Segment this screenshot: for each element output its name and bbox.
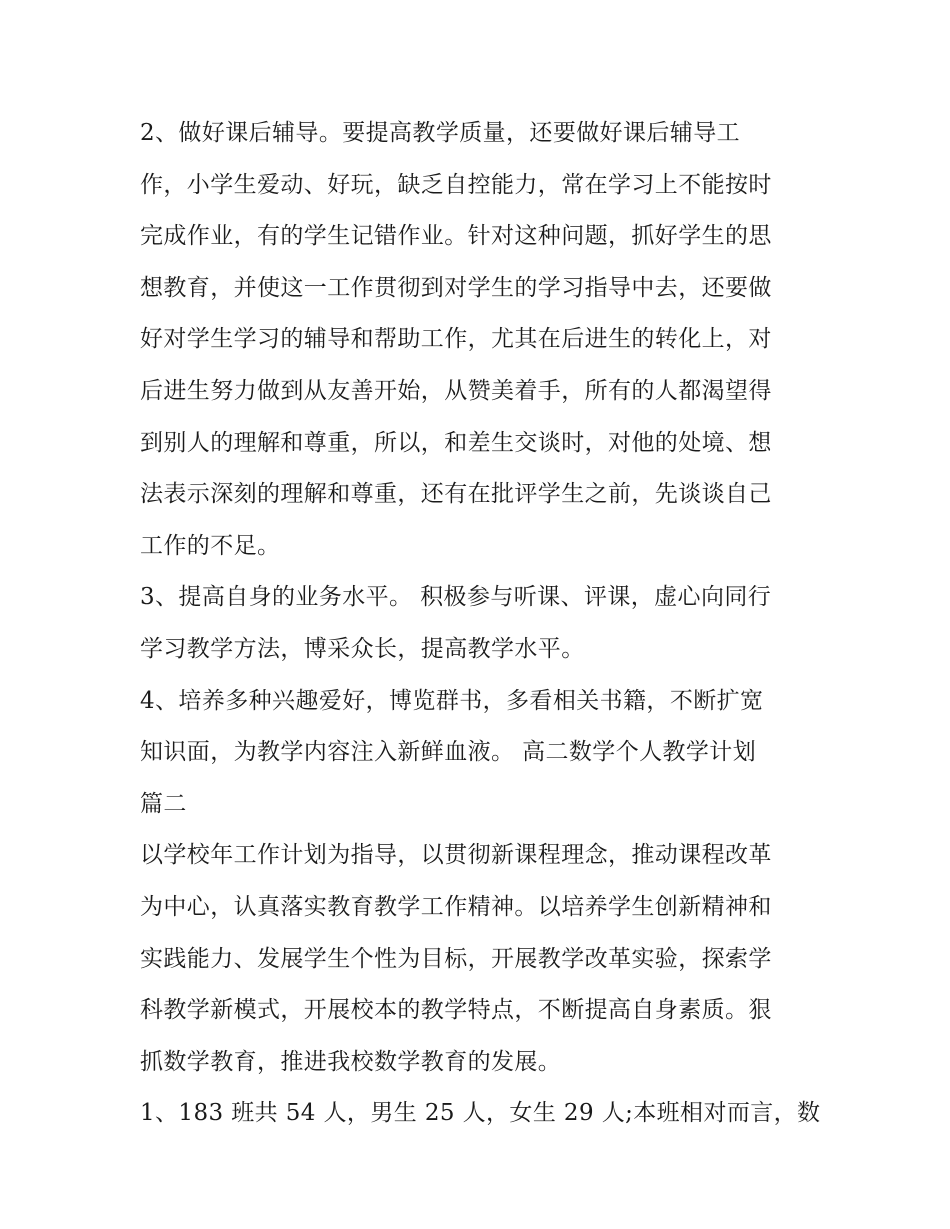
text-line: 作，小学生爱动、好玩，缺乏自控能力，常在学习上不能按时 (140, 171, 772, 198)
text-line: 3、提高自身的业务水平。 积极参与听课、评课，虚心向同行 (140, 584, 772, 611)
text-line: 1、183 班共 54 人，男生 25 人，女生 29 人;本班相对而言，数 (140, 1100, 821, 1127)
text-line: 篇二 (140, 790, 187, 817)
text-line: 想教育，并使这一工作贯彻到对学生的学习指导中去，还要做 (140, 274, 772, 301)
document-body (140, 108, 830, 1140)
text-line: 2、做好课后辅导。要提高教学质量，还要做好课后辅导工 (140, 120, 741, 146)
text-line: 科教学新模式，开展校本的教学特点，不断提高自身素质。狠 (140, 997, 772, 1024)
text-line: 好对学生学习的辅导和帮助工作，尤其在后进生的转化上，对 (140, 326, 772, 353)
text-line: 知识面，为教学内容注入新鲜血液。 高二数学个人教学计划 (140, 739, 757, 766)
text-line: 抓数学教育，推进我校数学教育的发展。 (140, 1048, 562, 1075)
text-line: 为中心，认真落实教育教学工作精神。以培养学生创新精神和 (140, 893, 772, 920)
text-line: 后进生努力做到从友善开始，从赞美着手，所有的人都渴望得 (140, 377, 772, 404)
text-line: 学习教学方法，博采众长，提高教学水平。 (140, 635, 585, 662)
text-line: 以学校年工作计划为指导，以贯彻新课程理念，推动课程改革 (140, 842, 772, 869)
text-line: 完成作业，有的学生记错作业。针对这种问题，抓好学生的思 (140, 223, 772, 250)
text-line: 法表示深刻的理解和尊重，还有在批评学生之前，先谈谈自己 (140, 481, 772, 508)
text-line: 工作的不足。 (140, 532, 281, 559)
text-line: 到别人的理解和尊重，所以，和差生交谈时，对他的处境、想 (140, 429, 772, 456)
text-line: 实践能力、发展学生个性为目标，开展教学改革实验，探索学 (140, 945, 772, 972)
text-line: 4、培养多种兴趣爱好，博览群书，多看相关书籍，不断扩宽 (140, 687, 764, 714)
